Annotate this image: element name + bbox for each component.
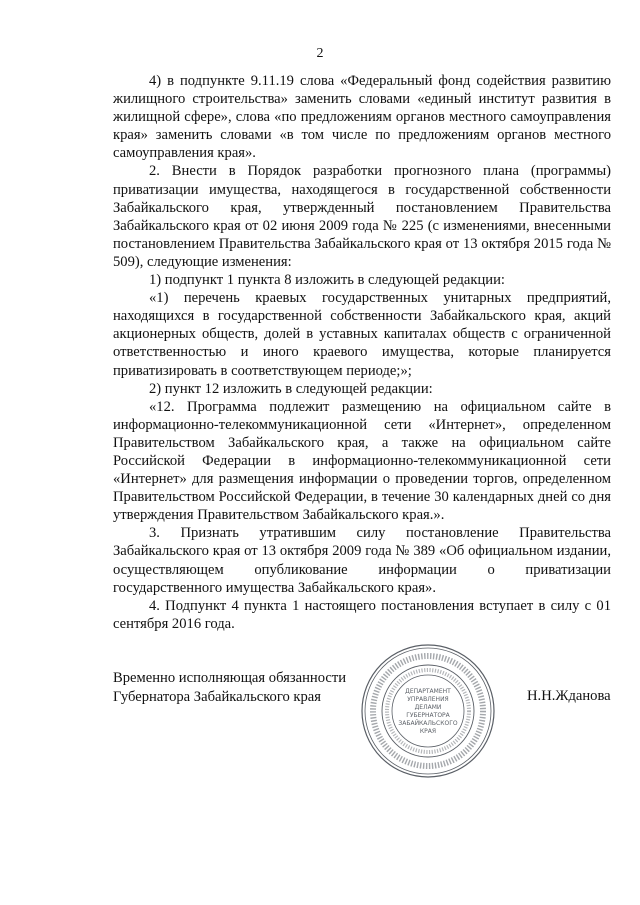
- seal-graphic: [360, 643, 496, 779]
- seal-text-line: ДЕЛАМИ: [414, 704, 442, 711]
- paragraph-subitem-1-text: «1) перечень краевых государственных унитарных предприятий, находящихся в государственной собственности Забайкальского края, акций акционерных обществ, долей в уставных капиталах обществ с ограниченной ответственностью и иного краевого имущества, которые планируется приватизировать в соответствующем периоде;»;: [113, 290, 611, 379]
- signatory-name: Н.Н.Жданова: [527, 688, 611, 704]
- signatory-title-line-1: Временно исполняющая обязанности: [113, 670, 347, 686]
- paragraph-subitem-2-text: «12. Программа подлежит размещению на официальном сайте в информационно-телекоммуникационной сети «Интернет», определенном Правительством Забайкальского края, а также на официальном сайте Российской Федерации в информационно-телекоммуникационной сети «Интернет» для размещения информации о проведении торгов, определенном Правительством Российской Федерации, в течение 30 календарных дней со дня утверждения Правительством Забайкальского края.».: [113, 398, 611, 524]
- seal-text-line: ДЕПАРТАМЕНТ: [405, 688, 451, 695]
- seal-text-line: ГУБЕРНАТОРА: [406, 712, 450, 719]
- seal-text-line: КРАЯ: [419, 728, 437, 735]
- seal-text-line: ЗАБАЙКАЛЬСКОГО: [398, 720, 458, 727]
- paragraph-subitem-4: 4) в подпункте 9.11.19 слова «Федеральный фонд содействия развитию жилищного строительства» заменить словами «единый институт развития в жилищной сфере», слова «по предложениям органов местного самоуправления края» заменить словами «в том числе по предложениям органов местного самоуправления края».: [113, 73, 611, 162]
- seal-text-line: УПРАВЛЕНИЯ: [407, 696, 449, 703]
- signatory-title-line-2: Губернатора Забайкальского края: [113, 689, 321, 705]
- page-number: 2: [316, 46, 324, 61]
- paragraph-item-2: 2. Внести в Порядок разработки прогнозного плана (программы) приватизации имущества, находящегося в государственной собственности Забайкальского края, утвержденный постановлением Правительства Забайкальского края от 02 июня 2009 года № 225 (с изменениями, внесенными постановлением Правительства Забайкальского края от 13 октября 2015 года № 509), следующие изменения:: [113, 163, 611, 270]
- signatory-title: [113, 669, 346, 707]
- official-seal-stamp: [360, 643, 496, 779]
- paragraph-subitem-2-intro: 2) пункт 12 изложить в следующей редакции:: [149, 380, 433, 397]
- paragraph-subitem-1-intro: 1) подпункт 1 пункта 8 изложить в следующей редакции:: [149, 272, 505, 289]
- document-body: [113, 72, 611, 633]
- paragraph-item-4: 4. Подпункт 4 пункта 1 настоящего постановления вступает в силу с 01 сентября 2016 года.: [113, 597, 611, 632]
- paragraph-item-3: 3. Признать утратившим силу постановление Правительства Забайкальского края от 13 октября 2009 года № 389 «Об официальном издании, осуществляющем опубликование информации о приватизации государственного имущества Забайкальского края».: [113, 525, 611, 596]
